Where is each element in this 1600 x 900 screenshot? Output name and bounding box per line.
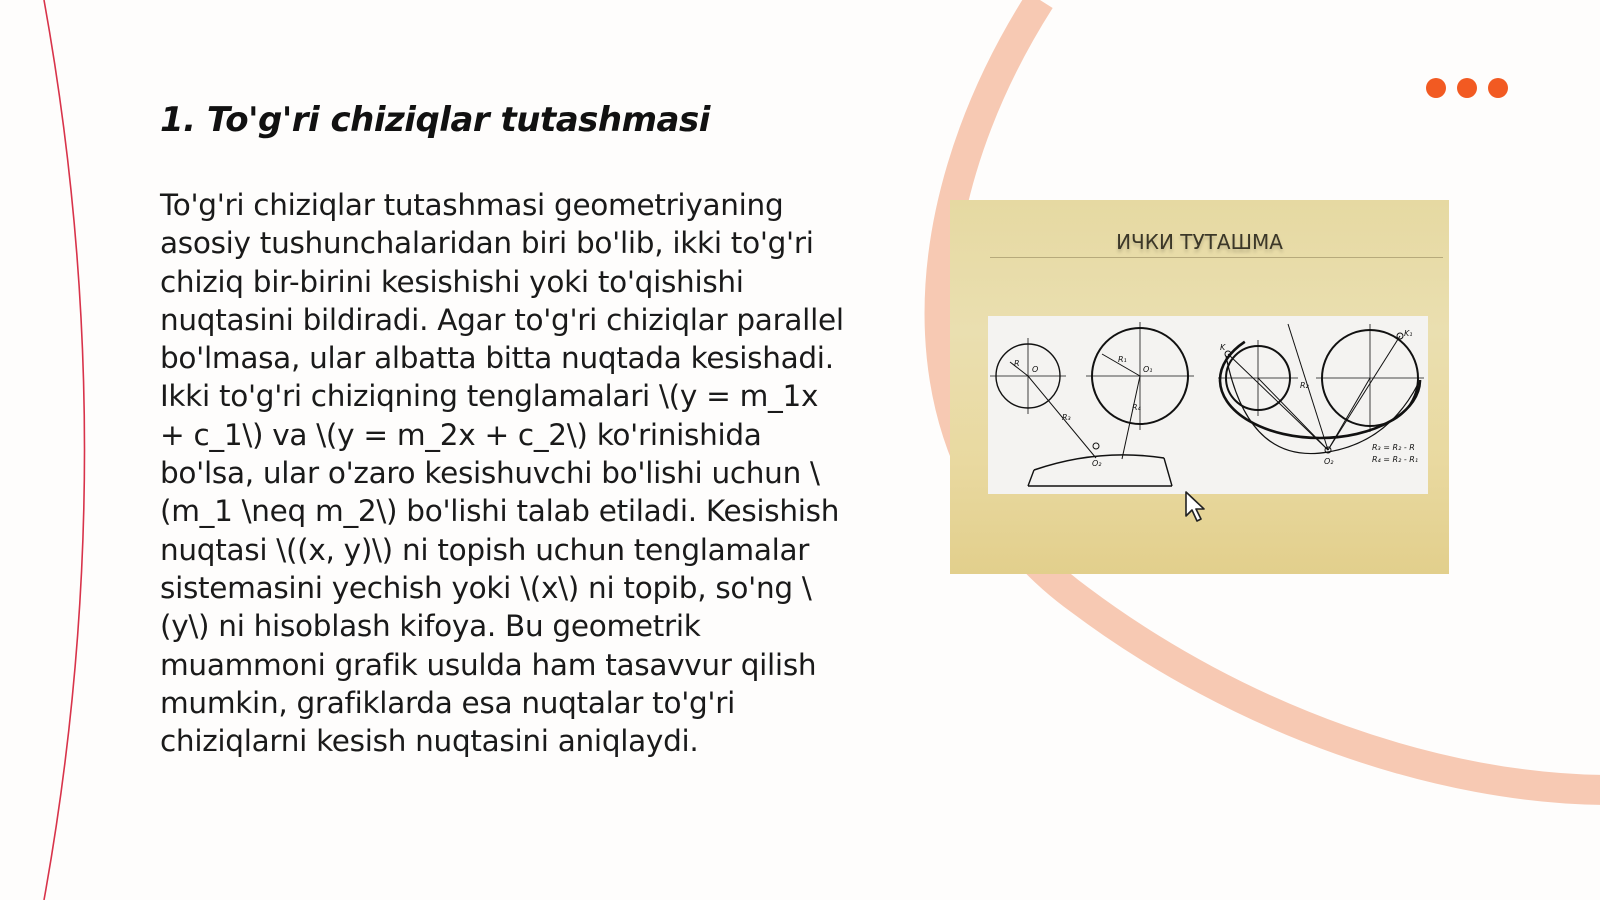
slide-title: 1. To'g'ri chiziqlar tutashmasi [160,100,710,140]
label-k: K [1220,343,1226,352]
label-r3: R₃ [1062,413,1071,422]
label-o2: O₂ [1092,459,1102,468]
dots-decoration [1426,78,1508,98]
label-r2: R₂ [1300,381,1309,390]
dot-1 [1426,78,1446,98]
label-o1: O₁ [1143,365,1153,374]
label-o: O [1032,365,1039,374]
slide-body-text: To'g'ri chiziqlar tutashmasi geometriyaning asosiy tushunchalaridan biri bo'lib, ikki to'g'ri chiziq bir-birini kesishishi yoki to'qishishi nuqtasini bildiradi. Agar to'g'ri chiziqlar parallel bo'lmasa, ular albatta bitta nuqtada kesishadi. Ikki to'g'ri chiziqning tenglamalari \(y = m_1x + c_1\) va \(y = m_2x + c_2\) ko'rinishida bo'lsa, ular o'zaro kesishuvchi bo'lishi uchun \(m_1 \neq m_2\) bo'lishi talab etiladi. Kesishish nuqtasi \((x, y)\) ni topish uchun tenglamalar sistemasini yechish yoki \(x\) ni topib, so'ng \(y\) ni hisoblash kifoya. Bu geometrik muammoni grafik usulda ham tasavvur qilish mumkin, grafiklarda esa nuqtalar to'g'ri chiziqlarni kesish nuqtasini aniqlaydi. [160,188,844,759]
geometric-drawing [988,316,1428,494]
mouse-pointer-icon [1184,490,1208,524]
figure-title: ИЧКИ ТУТАШМА [1116,230,1283,254]
label-r1: R₁ [1118,355,1127,364]
label-r4: R₄ [1132,403,1141,412]
left-edge-curve [44,0,85,900]
dot-2 [1457,78,1477,98]
formula-1: R₃ = R₂ - R [1372,443,1415,452]
construction-diagram [988,316,1428,494]
label-o2-right: O₂ [1324,457,1334,466]
dot-3 [1488,78,1508,98]
label-r: R [1014,359,1020,368]
figure-title-rule [990,257,1443,258]
formula-2: R₄ = R₂ - R₁ [1372,455,1419,464]
label-k1: K₁ [1404,329,1413,338]
